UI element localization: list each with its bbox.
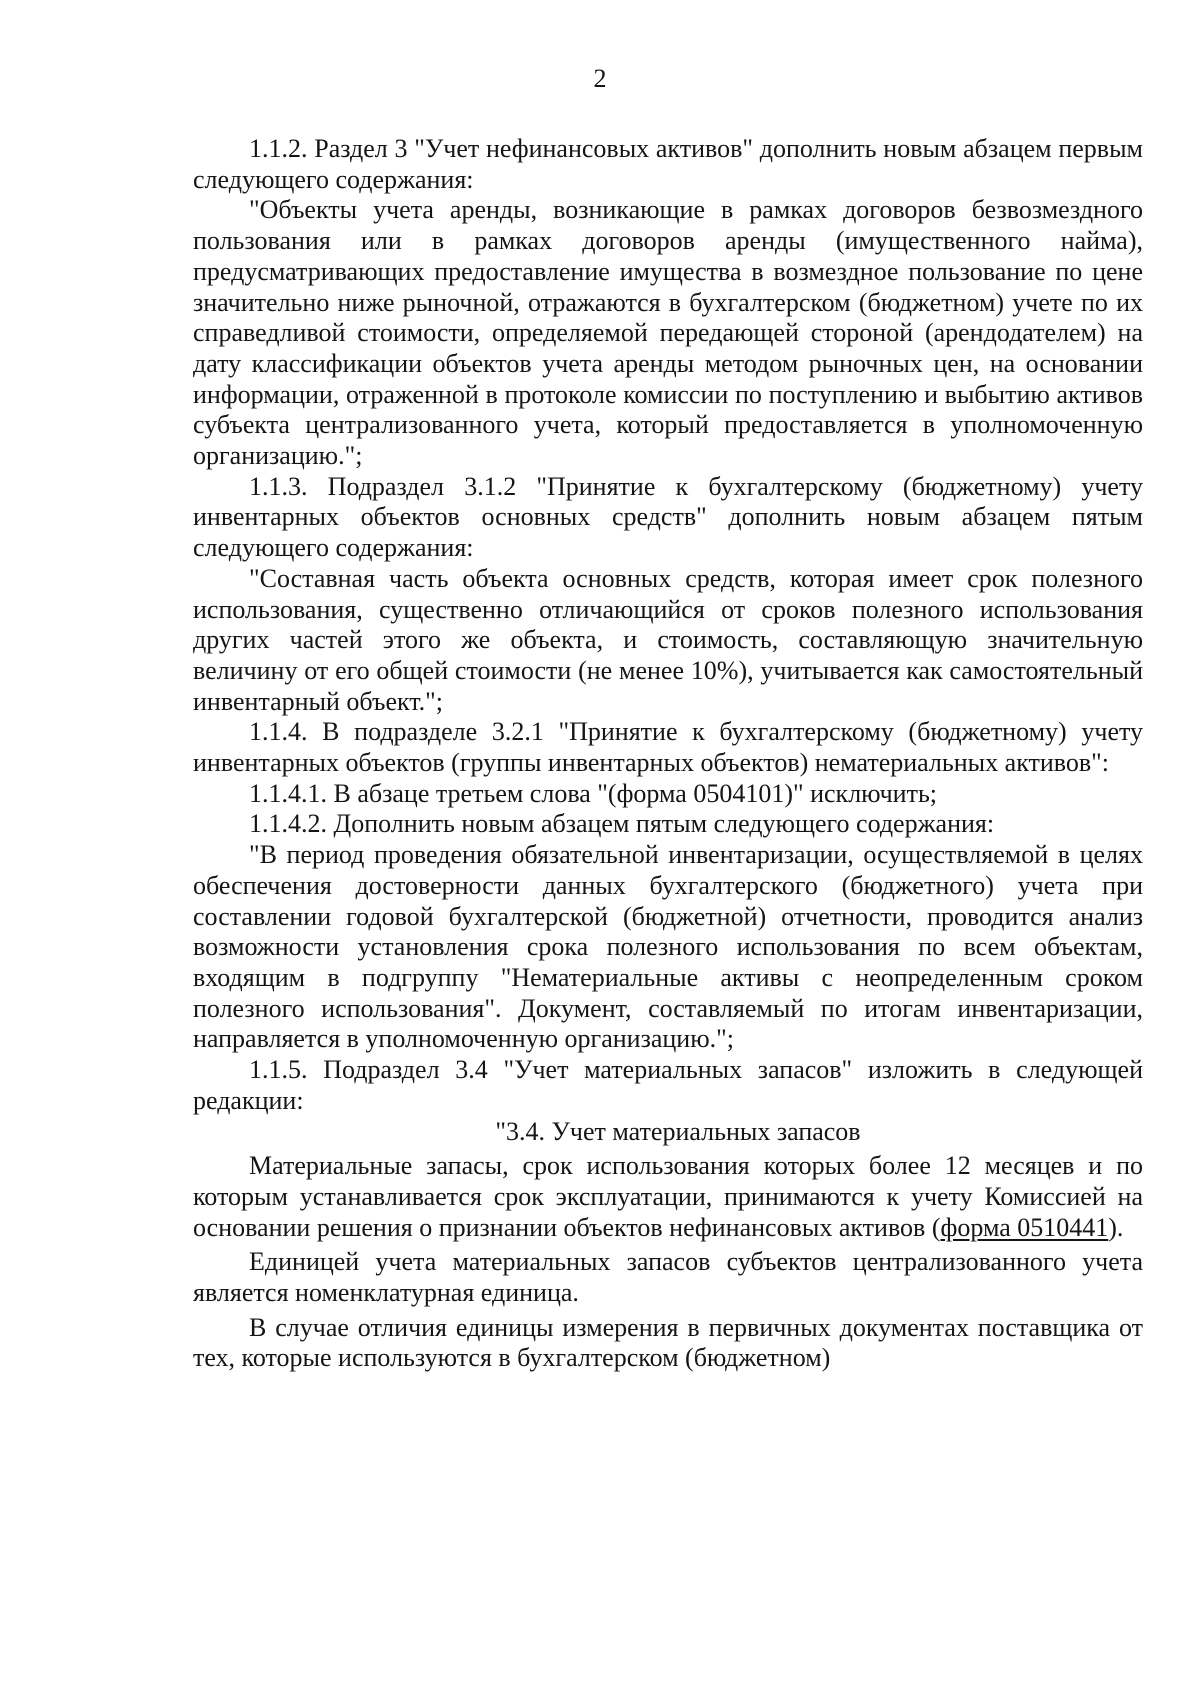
- paragraph-1-1-4-2: 1.1.4.2. Дополнить новым абзацем пятым следующего содержания:: [249, 809, 995, 839]
- paragraph-material-reserves-text: Материальные запасы, срок использования которых более 12 месяцев и по которым устанавливается срок эксплуатации, принимаются к учету Комиссией на основании решения о признании объектов нефинансовых активов (: [193, 1151, 1143, 1242]
- paragraph-material-reserves: [193, 1151, 1143, 1243]
- document-body: [193, 134, 1143, 1374]
- paragraph-1-1-3: 1.1.3. Подраздел 3.1.2 "Принятие к бухгалтерскому (бюджетному) учету инвентарных объектов основных средств" дополнить новым абзацем пятым следующего содержания:: [193, 471, 1143, 563]
- paragraph-material-reserves-end: ).: [1108, 1212, 1124, 1242]
- paragraph-component-part: "Составная часть объекта основных средств, которая имеет срок полезного использования, существенно отличающийся от сроков полезного использования других частей этого же объекта, и стоимость, составляющую значительную величину от его общей стоимости (не менее 10%), учитывается как самостоятельный инвентарный объект.";: [193, 563, 1143, 716]
- section-heading-3-4: "3.4. Учет материальных запасов: [495, 1116, 861, 1146]
- page-number: 2: [593, 64, 607, 93]
- paragraph-accounting-unit: Единицей учета материальных запасов субъектов централизованного учета является номенклатурная единица.: [193, 1247, 1143, 1308]
- paragraph-lease-objects: "Объекты учета аренды, возникающие в рамках договоров безвозмездного пользования или в рамках договоров аренды (имущественного найма), предусматривающих предоставление имущества в возмездное пользование по цене значительно ниже рыночной, отражаются в бухгалтерском (бюджетном) учете по их справедливой стоимости, определяемой передающей стороной (арендодателем) на дату классификации объектов учета аренды методом рыночных цен, на основании информации, отраженной в протоколе комиссии по поступлению и выбытию активов субъекта централизованного учета, который предоставляется в уполномоченную организацию.";: [193, 195, 1143, 471]
- paragraph-1-1-4-1: 1.1.4.1. В абзаце третьем слова "(форма 0504101)" исключить;: [249, 778, 938, 808]
- paragraph-1-1-4: 1.1.4. В подразделе 3.2.1 "Принятие к бухгалтерскому (бюджетному) учету инвентарных объектов (группы инвентарных объектов) нематериальных активов":: [193, 717, 1143, 778]
- paragraph-inventory-period: "В период проведения обязательной инвентаризации, осуществляемой в целях обеспечения достоверности данных бухгалтерского (бюджетного) учета при составлении годовой бухгалтерской (бюджетной) отчетности, проводится анализ возможности установления срока полезного использования по всем объектам, входящим в подгруппу "Нематериальные активы с неопределенным сроком полезного использования". Документ, составляемый по итогам инвентаризации, направляется в уполномоченную организацию.";: [193, 840, 1143, 1054]
- paragraph-unit-difference: В случае отличия единицы измерения в первичных документах поставщика от тех, которые используются в бухгалтерском (бюджетном): [193, 1312, 1143, 1373]
- paragraph-1-1-5: 1.1.5. Подраздел 3.4 "Учет материальных запасов" изложить в следующей редакции:: [193, 1055, 1143, 1115]
- paragraph-1-1-2: 1.1.2. Раздел 3 "Учет нефинансовых активов" дополнить новым абзацем первым следующего содержания:: [193, 134, 1143, 194]
- form-0510441-link[interactable]: форма 0510441: [940, 1212, 1109, 1242]
